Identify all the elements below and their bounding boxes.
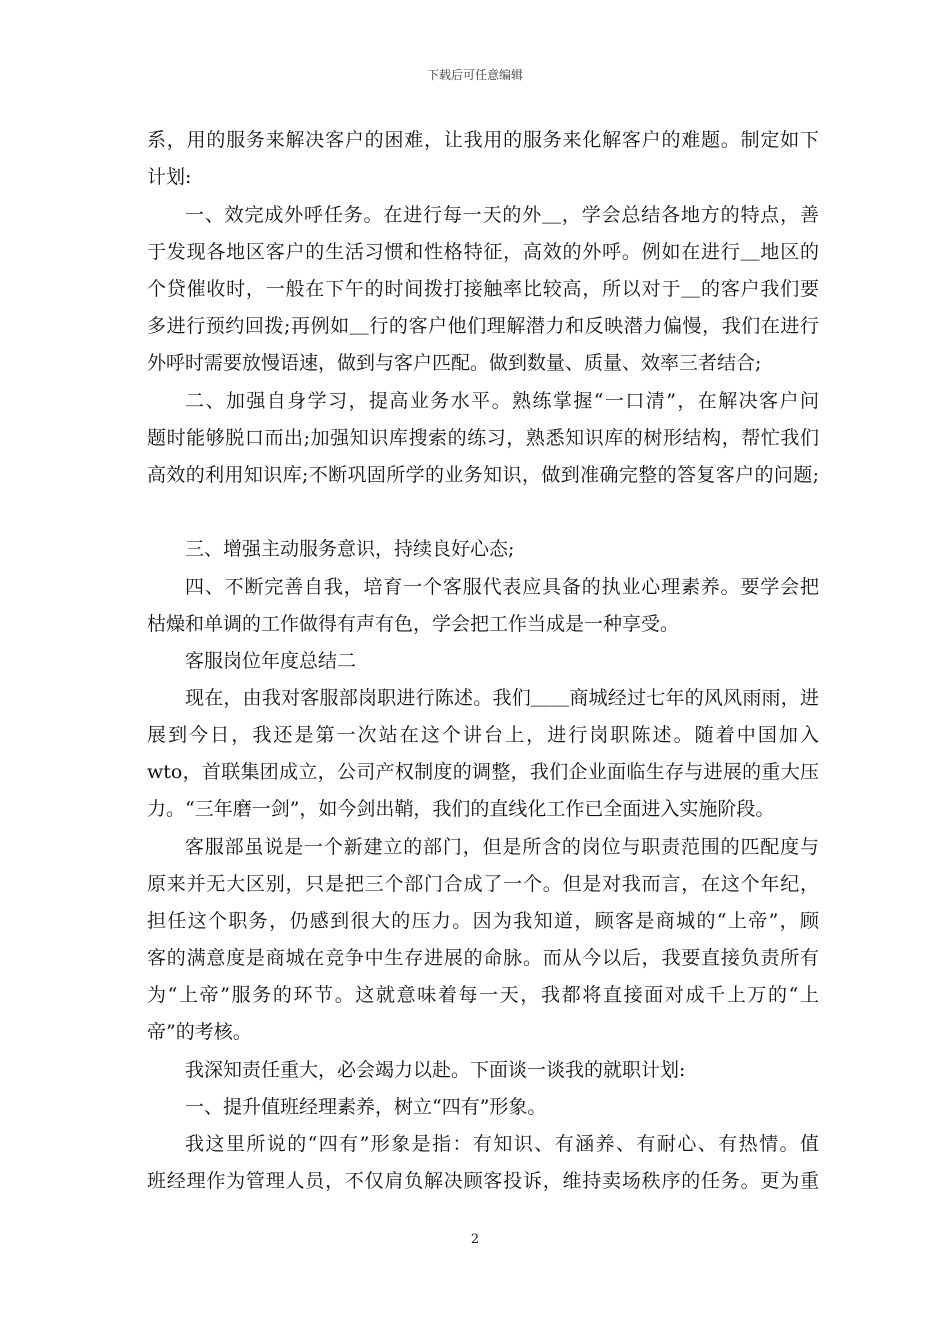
- body-line: 客的满意度是商城在竞争中生存进展的命脉。而从今以后，我要直接负责所有: [147, 947, 819, 969]
- body-line: 为“上帝”服务的环节。这就意味着每一天，我都将直接面对成千上万的“上: [147, 984, 819, 1006]
- body-line: 客服部虽说是一个新建立的部门，但是所含的岗位与职责范围的匹配度与: [185, 836, 819, 858]
- body-line: 高效的利用知识库;不断巩固所学的业务知识，做到准确完整的答复客户的问题;: [147, 464, 819, 486]
- body-line: 班经理作为管理人员，不仅肩负解决顾客投诉，维持卖场秩序的任务。更为重: [147, 1170, 819, 1192]
- body-line: 展到今日，我还是第一次站在这个讲台上，进行岗职陈述。随着中国加入: [147, 724, 819, 746]
- section-heading-line: 二、加强自身学习，提高业务水平。熟练掌握“一口清”，在解决客户问: [185, 390, 819, 412]
- body-line: 担任这个职务，仍感到很大的压力。因为我知道，顾客是商城的“上帝”，顾: [147, 910, 819, 932]
- body-line: 我深知责任重大，必会竭力以赴。下面谈一谈我的就职计划:: [185, 1059, 686, 1081]
- body-line: 原来并无大区别，只是把三个部门合成了一个。但是对我而言，在这个年纪，: [147, 873, 819, 895]
- body-line: 枯燥和单调的工作做得有声有色，学会把工作当成是一种享受。: [147, 613, 680, 635]
- subtitle-line: 客服岗位年度总结二: [185, 650, 357, 672]
- section-heading-line: 一、提升值班经理素养，树立“四有”形象。: [185, 1096, 547, 1118]
- page-header: 下载后可任意编辑: [426, 68, 523, 82]
- body-line: 计划:: [147, 166, 192, 188]
- section-heading-line: 四、不断完善自我，培育一个客服代表应具备的执业心理素养。要学会把: [185, 576, 819, 598]
- section-heading-line: 三、增强主动服务意识，持续良好心态;: [185, 538, 515, 560]
- body-line: 于发现各地区客户的生活习惯和性格特征，高效的外呼。例如在进行＿地区的: [147, 241, 819, 263]
- body-line: 现在，由我对客服部岗职进行陈述。我们＿＿商城经过七年的风风雨雨，进: [185, 687, 819, 709]
- body-line: 个贷催收时，一般在下午的时间拨打接触率比较高，所以对于＿的客户我们要: [147, 278, 819, 300]
- body-line: 系，用的服务来解决客户的困难，让我用的服务来化解客户的难题。制定如下: [147, 129, 819, 151]
- page-number: 2: [470, 1232, 480, 1247]
- body-line: 外呼时需要放慢语速，做到与客户匹配。做到数量、质量、效率三者结合;: [147, 352, 762, 374]
- body-line: 题时能够脱口而出;加强知识库搜索的练习，熟悉知识库的树形结构，帮忙我们: [147, 427, 819, 449]
- body-line: wto，首联集团成立，公司产权制度的调整，我们企业面临生存与进展的重大压: [147, 761, 819, 783]
- body-line: 我这里所说的“四有”形象是指：有知识、有涵养、有耐心、有热情。值: [185, 1133, 819, 1155]
- body-line: 力。“三年磨一剑”，如今剑出鞘，我们的直线化工作已全面进入实施阶段。: [147, 798, 775, 820]
- section-heading-line: 一、效完成外呼任务。在进行每一天的外＿，学会总结各地方的特点，善: [185, 204, 819, 226]
- body-line: 帝”的考核。: [147, 1021, 252, 1043]
- body-line: 多进行预约回拨;再例如＿行的客户他们理解潜力和反映潜力偏慢，我们在进行: [147, 315, 819, 337]
